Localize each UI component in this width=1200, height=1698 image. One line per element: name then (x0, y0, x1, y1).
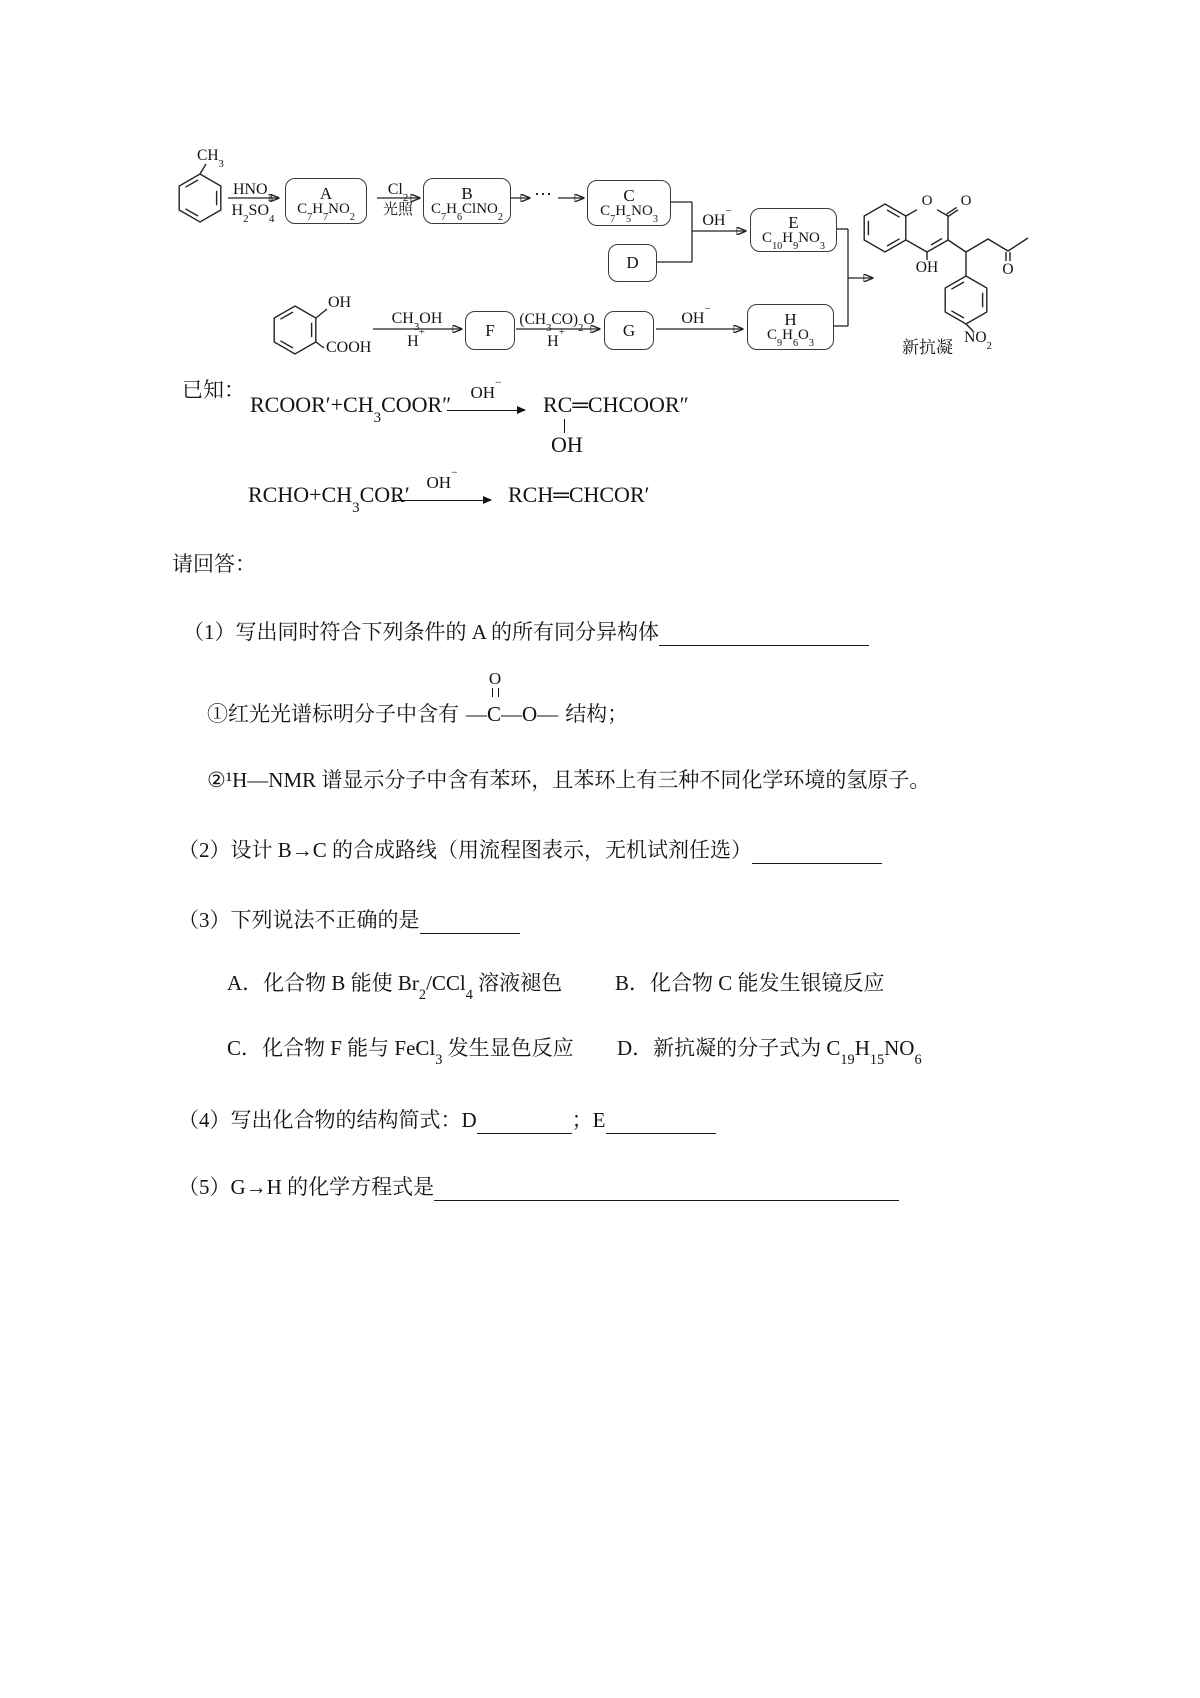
compound-letter: C (623, 185, 635, 205)
question-4-mid: ；E (571, 1108, 606, 1132)
product-caption: 新抗凝 (902, 338, 953, 357)
question-1-condition-2: ②¹H—NMR 谱显示分子中含有苯环，且苯环上有三种不同化学环境的氢原子。 (207, 768, 931, 792)
compound-letter: F (485, 320, 495, 340)
reagent-acetic-anhydride: $(CH_3CO)_2O$ (519, 311, 595, 335)
product-ring-oxygen-label: O (921, 193, 933, 209)
question-5 (178, 1173, 899, 1201)
answer-blank-q1 (659, 624, 869, 646)
flowchart-graphics (0, 128, 1200, 360)
compound-box-h (747, 304, 834, 350)
compound-formula: $C_9H_6O_3$ (767, 327, 814, 349)
compound-letter: E (788, 212, 799, 232)
question-1 (183, 618, 869, 646)
reagent-cl2: $Cl_2$ (387, 181, 409, 205)
carboxyl-label: COOH (326, 339, 372, 356)
compound-formula: $C_{10}H_9NO_3$ (762, 230, 825, 252)
condition-hydroxide-2: OH− (681, 302, 711, 327)
answer-blank-q3 (420, 912, 520, 934)
reaction1-reactants: $RCOOR'+CH_3COOR''$ (250, 392, 452, 426)
compound-box-a (285, 178, 367, 224)
ester-oxygen-label: O (488, 669, 502, 688)
ellipsis-steps: ⋯ (534, 184, 552, 204)
product-carbonyl-oxygen-label: O (960, 193, 972, 209)
answer-blank-q5 (434, 1179, 899, 1201)
compound-box-f (465, 311, 515, 350)
answer-blank-q4-d (477, 1112, 572, 1134)
compound-formula: $C_7H_7NO_2$ (297, 201, 355, 223)
reagent-h2so4: $H_2SO_4$ (231, 202, 275, 226)
condition-1-pre: ①红光光谱标明分子中含有 (207, 702, 459, 726)
question-5-text: （5）G→H 的化学方程式是 (178, 1175, 435, 1199)
option-d: D．新抗凝的分子式为 $C_{19}H_{15}NO_6$ (617, 1036, 922, 1069)
reaction2-arrow (395, 500, 491, 501)
synthesis-flowchart (0, 128, 1200, 360)
reaction1-product: RC═CHCOOR″ (543, 392, 689, 417)
reaction1-condition: OH− (470, 376, 502, 402)
condition-acid-2: H+ (547, 325, 565, 350)
compound-letter: D (626, 253, 639, 273)
compound-box-d (608, 244, 657, 282)
answer-blank-q2 (752, 842, 882, 864)
compound-box-b (423, 178, 511, 224)
question-4-pre: （4）写出化合物的结构简式：D (178, 1108, 477, 1132)
answer-blank-q4-e (606, 1112, 716, 1134)
question-2-text: （2）设计 B→C 的合成路线（用流程图表示，无机试剂任选） (178, 838, 753, 862)
salicylic-acid-structure (274, 306, 327, 354)
question-2 (178, 836, 882, 864)
reaction1-oh-bond (564, 419, 565, 433)
condition-1-post: 结构； (565, 702, 629, 726)
compound-box-c (587, 180, 671, 226)
option-c: C．化合物 F 能与 FeCl$_3$ 发生显色反应 (227, 1036, 574, 1069)
reaction2-reactants: $RCHO+CH_3COR'$ (248, 482, 410, 516)
ester-chain: —C—O— (466, 702, 559, 726)
known-label: 已知： (182, 378, 245, 402)
ester-group-structure (466, 669, 559, 728)
toluene-structure (179, 164, 221, 222)
compound-formula: $C_7H_6ClNO_2$ (431, 201, 503, 223)
condition-hydroxide-1: OH− (702, 204, 732, 229)
compound-letter: G (622, 320, 636, 340)
question-3-text: （3）下列说法不正确的是 (178, 908, 420, 932)
compound-letter: H (784, 309, 797, 329)
product-ketone-oxygen-label: O (1002, 261, 1014, 278)
compound-letter: B (461, 183, 473, 203)
reaction2-condition: OH− (426, 466, 458, 492)
product-nitro-label: $NO_2$ (964, 329, 992, 353)
answer-prompt: 请回答： (172, 552, 256, 576)
product-hydroxyl-label: OH (915, 259, 939, 276)
hydroxyl-label: OH (328, 294, 352, 311)
compound-letter: A (319, 183, 333, 203)
question-3 (178, 906, 520, 934)
option-a: A．化合物 B 能使 $Br_2/CCl_4$ 溶液褪色 (227, 971, 563, 1004)
condition-light: 光照 (382, 202, 414, 218)
condition-acid-1: H+ (407, 325, 425, 350)
methyl-label: $CH_3$ (197, 147, 224, 171)
reaction1-arrow (447, 410, 525, 411)
option-b: B．化合物 C 能发生银镜反应 (615, 971, 885, 995)
compound-formula: $C_7H_5NO_3$ (600, 203, 658, 225)
reagent-methanol: $CH_3OH$ (391, 310, 443, 334)
compound-box-g (604, 311, 654, 350)
double-bond-icon (492, 688, 499, 697)
question-1-text: （1）写出同时符合下列条件的 A 的所有同分异构体 (183, 620, 660, 644)
compound-box-e (750, 208, 837, 252)
reaction1-enol-oh: OH (551, 432, 583, 457)
reagent-hno3: $HNO_3$ (232, 181, 274, 205)
question-1-condition-1 (207, 669, 629, 728)
reaction2-product: RCH═CHCOR′ (508, 482, 650, 507)
question-4 (178, 1106, 716, 1134)
